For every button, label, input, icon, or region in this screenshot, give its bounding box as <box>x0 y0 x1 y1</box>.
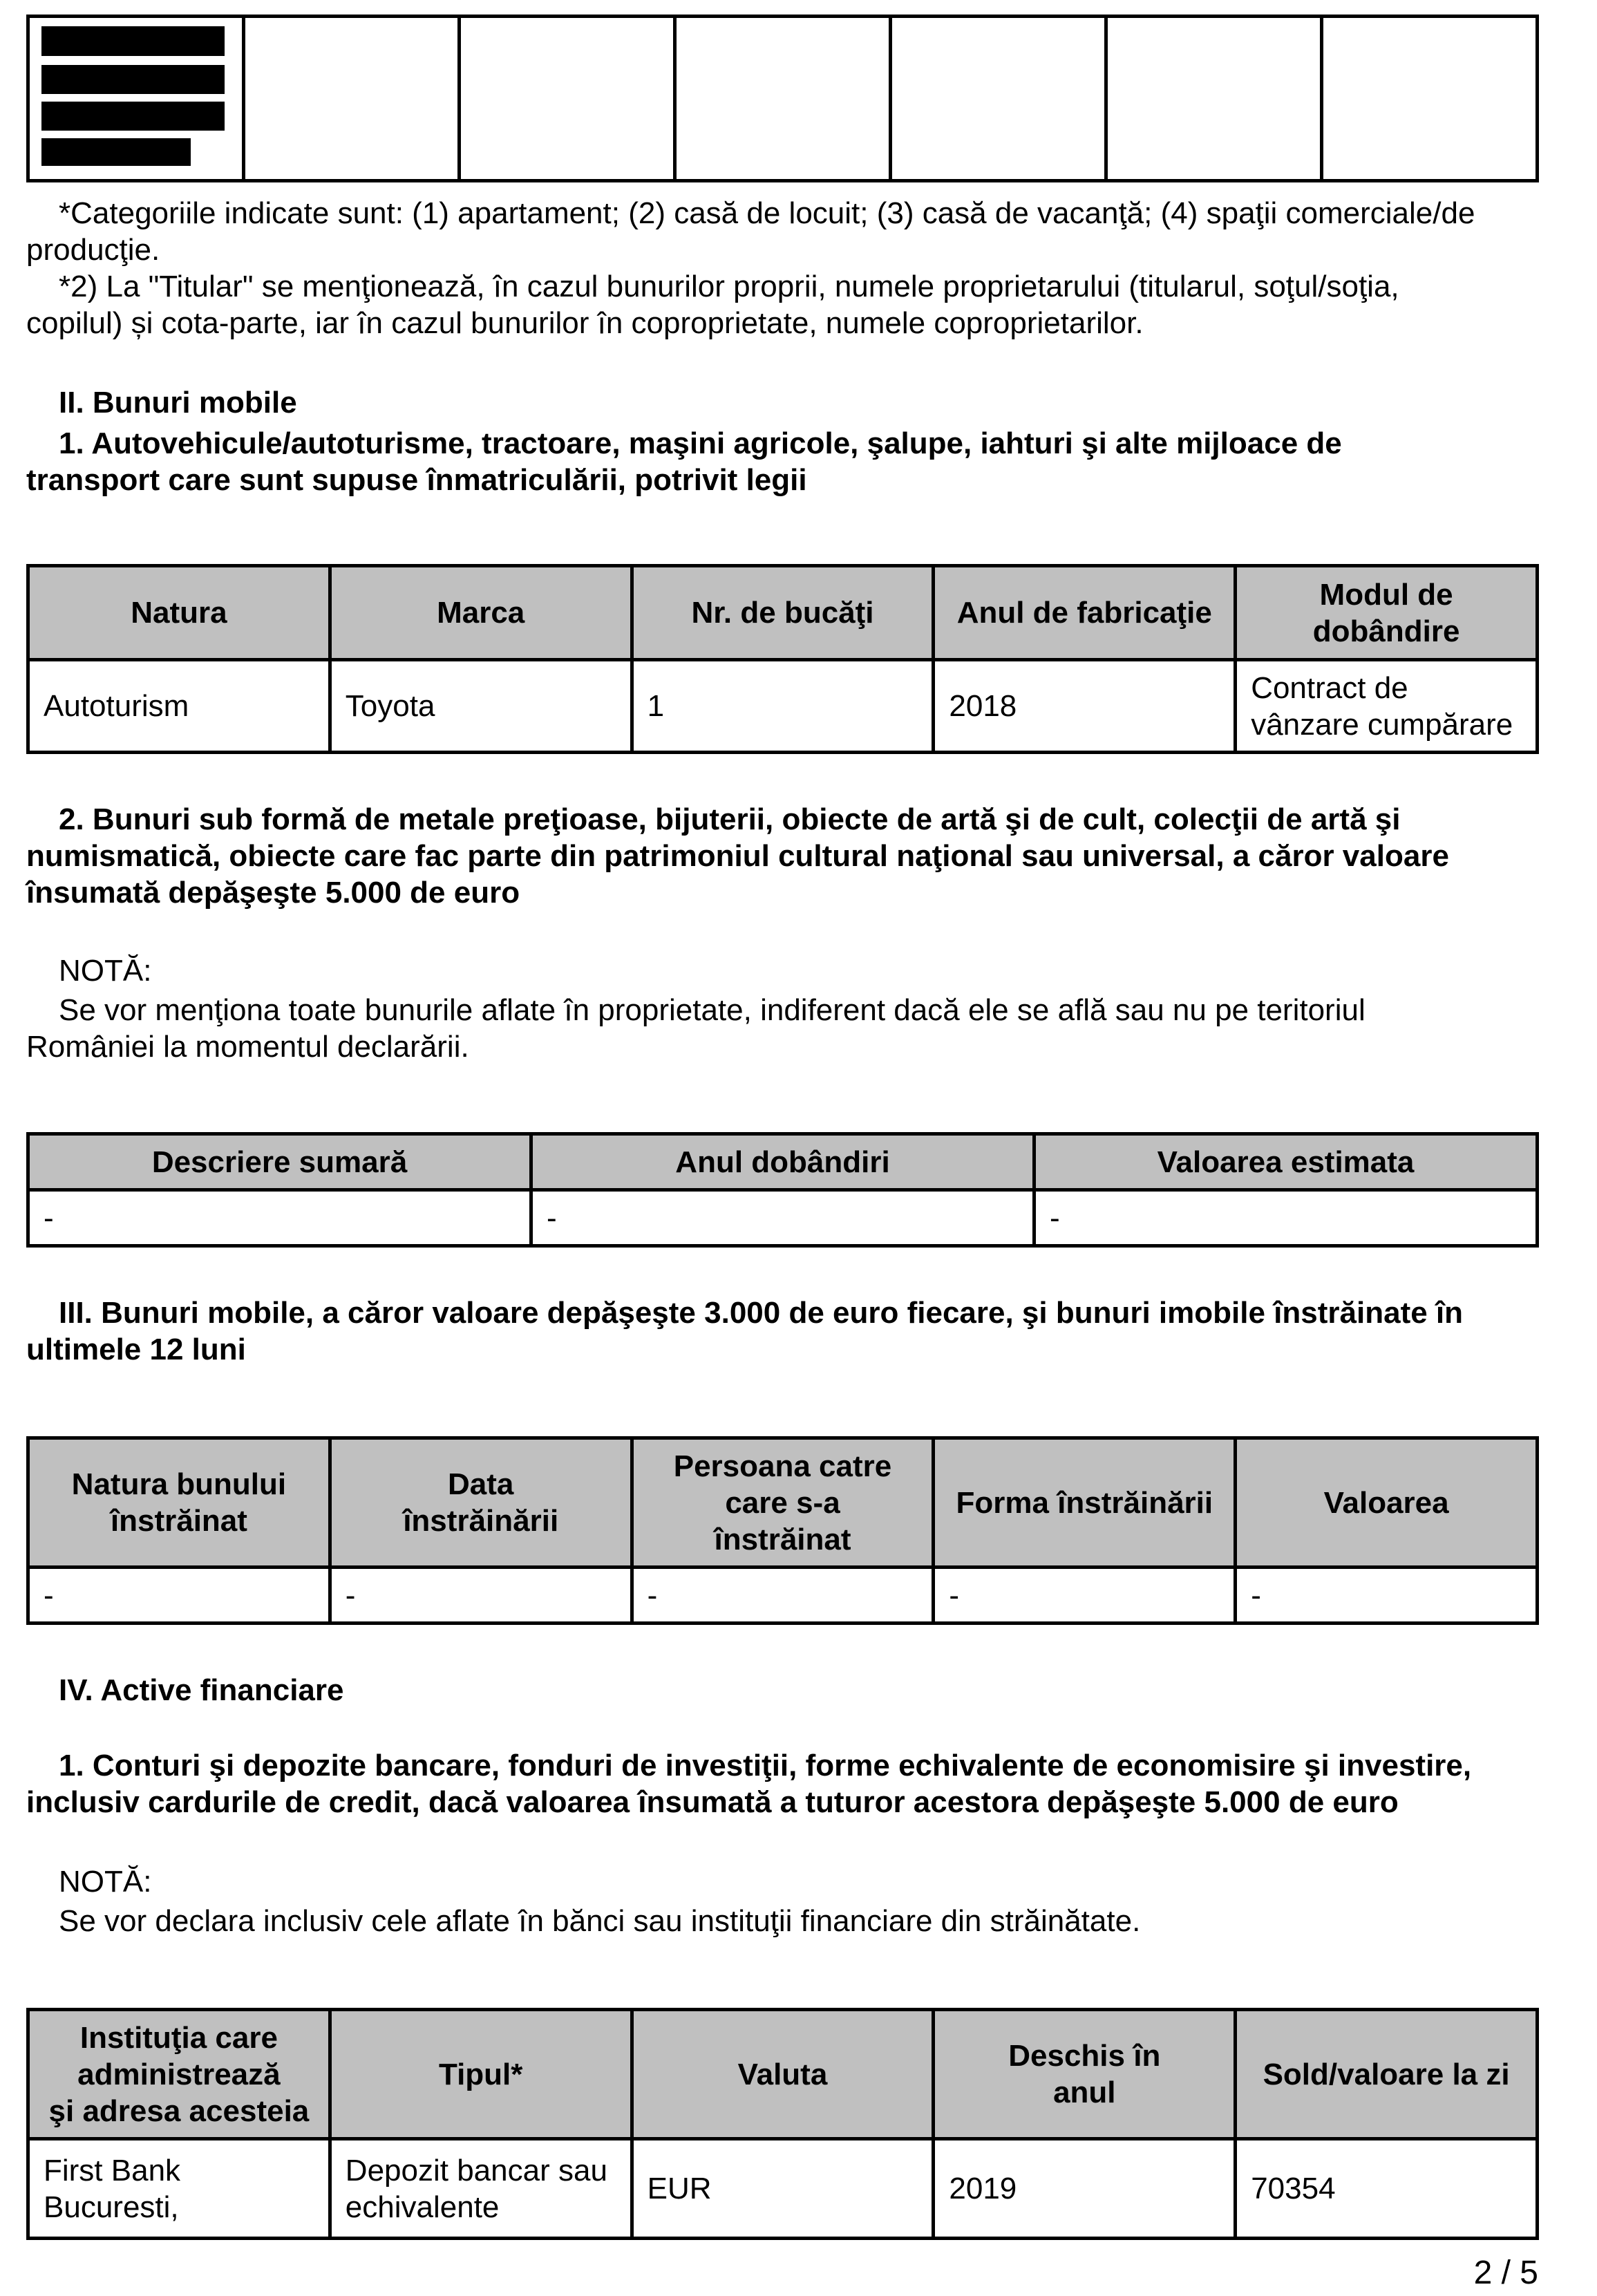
valuables-table <box>26 1132 1539 1248</box>
section-title-alienated: III. Bunuri mobile, a căror valoare depăşeşte 3.000 de euro fiecare, şi bunuri imobile înstrăinate în ultimele 12 luni <box>26 1296 1464 1366</box>
vehicles-header-bucati: Nr. de bucăţi <box>632 566 934 660</box>
continuation-row <box>28 17 1538 181</box>
alienated-cell-forma: - <box>934 1568 1236 1624</box>
accounts-header-tipul: Tipul* <box>330 2010 632 2139</box>
table-row <box>28 1568 1538 1624</box>
alienated-table <box>26 1436 1539 1625</box>
alienated-cell-persoana: - <box>632 1568 934 1624</box>
note-label: NOTĂ: <box>59 954 152 988</box>
valuables-header-an-dobandire: Anul dobândiri <box>531 1134 1034 1190</box>
section-title-active-financiare: IV. Active financiare <box>59 1673 344 1707</box>
vehicles-header-an-fabricatie: Anul de fabricaţie <box>934 566 1236 660</box>
vehicles-table <box>26 564 1539 754</box>
table-header-row <box>28 2010 1538 2139</box>
table-header-row <box>28 1438 1538 1568</box>
valuables-header-descriere: Descriere sumară <box>28 1134 531 1190</box>
alienated-cell-valoarea: - <box>1236 1568 1538 1624</box>
alienated-header-forma: Forma înstrăinării <box>934 1438 1236 1568</box>
valuables-header-valoare: Valoarea estimata <box>1034 1134 1538 1190</box>
section-title-bunuri-mobile: II. Bunuri mobile <box>59 386 297 420</box>
note-label: NOTĂ: <box>59 1865 152 1899</box>
note-text: Se vor menţiona toate bunurile aflate în proprietate, indiferent dacă ele se află sau nu pe teritoriul României la momentul declarării. <box>26 993 1366 1064</box>
valuables-cell-descriere: - <box>28 1190 531 1246</box>
accounts-cell-institutie: First Bank Bucuresti, <box>28 2139 330 2239</box>
accounts-table <box>26 2008 1539 2240</box>
accounts-header-institutie: Instituţia care administrează şi adresa acesteia <box>28 2010 330 2139</box>
valuables-cell-an-dobandire: - <box>531 1190 1034 1246</box>
continuation-cell <box>1322 17 1538 181</box>
note-text: Se vor declara inclusiv cele aflate în bănci sau instituţii financiare din străinătate. <box>59 1904 1141 1938</box>
continuation-cell <box>675 17 891 181</box>
continuation-cell <box>460 17 675 181</box>
continuation-cell <box>891 17 1106 181</box>
redaction-bar <box>41 26 225 56</box>
redaction-bar <box>41 65 225 94</box>
alienated-header-natura: Natura bunului înstrăinat <box>28 1438 330 1568</box>
vehicles-cell-mod-dobandire: Contract de vânzare cumpărare <box>1236 660 1538 753</box>
redaction-bar <box>41 102 225 131</box>
accounts-cell-tipul: Depozit bancar sau echivalente <box>330 2139 632 2239</box>
table-row <box>28 1190 1538 1246</box>
footnote-titular: *2) La "Titular" se menţionează, în cazul bunurilor proprii, numele proprietarului (titularul, soţul/soţia, copilul) și cota-parte, iar în cazul bunurilor în coproprietate, numele coproprietarilor. <box>26 270 1399 340</box>
subsection-title-vehicles: 1. Autovehicule/autoturisme, tractoare, maşini agricole, şalupe, iahturi şi alte mijloace de transport care sunt supuse înmatriculării, potrivit legii <box>26 426 1342 497</box>
table-header-row <box>28 566 1538 660</box>
continuation-table <box>26 15 1539 182</box>
alienated-cell-data: - <box>330 1568 632 1624</box>
alienated-cell-natura: - <box>28 1568 330 1624</box>
accounts-cell-sold: 70354 <box>1236 2139 1538 2239</box>
continuation-cell <box>244 17 460 181</box>
alienated-header-valoarea: Valoarea <box>1236 1438 1538 1568</box>
subsection-title-valuables: 2. Bunuri sub formă de metale preţioase, bijuterii, obiecte de artă şi de cult, colecţii de artă şi numismatică, obiecte care fac parte din patrimoniul cultural naţional sau universal, a căror valoare însumată depăşeşte 5.000 de euro <box>26 802 1449 910</box>
vehicles-header-mod-dobandire: Modul de dobândire <box>1236 566 1538 660</box>
alienated-header-persoana: Persoana catre care s-a înstrăinat <box>632 1438 934 1568</box>
table-header-row <box>28 1134 1538 1190</box>
vehicles-header-natura: Natura <box>28 566 330 660</box>
valuables-cell-valoare: - <box>1034 1190 1538 1246</box>
continuation-cell <box>1106 17 1322 181</box>
page-number: 2 / 5 <box>1473 2255 1538 2291</box>
accounts-header-deschis: Deschis în anul <box>934 2010 1236 2139</box>
accounts-header-valuta: Valuta <box>632 2010 934 2139</box>
vehicles-cell-marca: Toyota <box>330 660 632 753</box>
accounts-cell-valuta: EUR <box>632 2139 934 2239</box>
subsection-title-accounts: 1. Conturi şi depozite bancare, fonduri de investiţii, forme echivalente de economisire şi investire, inclusiv cardurile de credit, dacă valoarea însumată a tuturor acestora depăşeşte 5.000 de euro <box>26 1749 1472 1819</box>
alienated-header-data: Data înstrăinării <box>330 1438 632 1568</box>
vehicles-cell-an-fabricatie: 2018 <box>934 660 1236 753</box>
redaction-bar <box>41 138 191 166</box>
vehicles-cell-natura: Autoturism <box>28 660 330 753</box>
footnote-categories: *Categoriile indicate sunt: (1) apartament; (2) casă de locuit; (3) casă de vacanţă; (4) spaţii comerciale/de producţie. <box>26 196 1475 267</box>
vehicles-cell-bucati: 1 <box>632 660 934 753</box>
vehicles-header-marca: Marca <box>330 566 632 660</box>
table-row <box>28 660 1538 753</box>
accounts-header-sold: Sold/valoare la zi <box>1236 2010 1538 2139</box>
table-row <box>28 2139 1538 2239</box>
accounts-cell-deschis: 2019 <box>934 2139 1236 2239</box>
